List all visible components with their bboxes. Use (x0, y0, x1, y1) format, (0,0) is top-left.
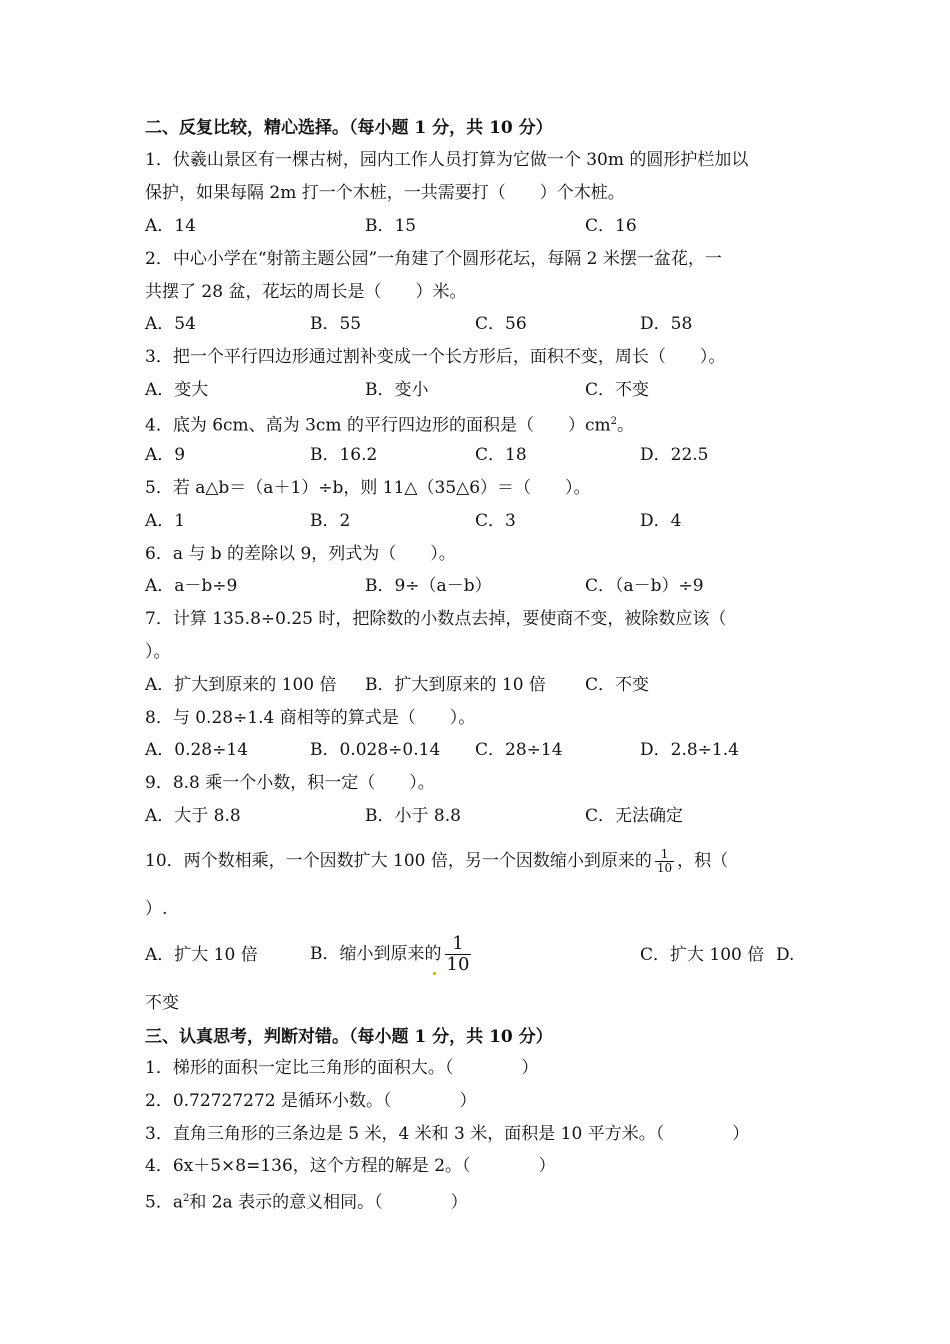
q10-line1 (145, 844, 728, 878)
s3-statement-5-b: 和 2a 表示的意义相同。（ ） (189, 1192, 468, 1213)
q4-superscript: 2 (610, 416, 617, 427)
s3-statement-4: 4．6x＋5×8=136，这个方程的解是 2。（ ） (145, 1156, 556, 1176)
q8-option-c: C．28÷14 (475, 740, 563, 760)
q4-tail: 。 (616, 415, 634, 436)
q6-option-b: B．9÷（a－b） (365, 576, 492, 596)
q5-option-d: D．4 (640, 511, 682, 531)
q2-option-a: A．54 (145, 314, 196, 334)
q10-option-c: C．扩大 100 倍 (640, 945, 765, 965)
q10-option-b-fraction (445, 934, 472, 975)
q3-option-b: B．变小 (365, 380, 429, 400)
s3-statement-5-superscript: 2 (182, 1193, 190, 1204)
q9-line1: 9．8.8 乘一个小数，积一定（ ）。 (145, 773, 435, 793)
q4-option-a: A．9 (145, 445, 186, 465)
q5-option-b: B．2 (310, 511, 351, 531)
q7-option-c: C．不变 (585, 675, 650, 695)
q1-option-c: C．16 (585, 216, 637, 236)
q6-option-a: A．a－b÷9 (145, 576, 238, 596)
q10-text-tail: ，积（ (677, 851, 729, 871)
q10-option-d-continued: 不变 (145, 993, 179, 1013)
q8-option-d: D．2.8÷1.4 (640, 740, 739, 760)
q9-option-a: A．大于 8.8 (145, 806, 241, 826)
q6-option-c: C．（a－b）÷9 (585, 576, 704, 596)
s3-statement-2: 2．0.72727272 是循环小数。（ ） (145, 1091, 477, 1111)
q4-option-c: C．18 (475, 445, 527, 465)
q7-line1: 7．计算 135.8÷0.25 时，把除数的小数点去掉，要使商不变，被除数应该（ (145, 609, 727, 629)
q8-option-a: A．0.28÷14 (145, 740, 249, 760)
q10-option-b-numerator: 1 (445, 934, 472, 955)
q2-option-c: C．56 (475, 314, 527, 334)
q10-option-a: A．扩大 10 倍 (145, 945, 258, 965)
q10-fraction-denominator: 10 (656, 861, 673, 875)
q8-line1: 8．与 0.28÷1.4 商相等的算式是（ ）。 (145, 708, 476, 728)
q8-option-b: B．0.028÷0.14 (310, 740, 441, 760)
q5-option-a: A．1 (145, 511, 186, 531)
q10-text: 10．两个数相乘，一个因数扩大 100 倍，另一个因数缩小到原来的 (145, 851, 652, 871)
q1-option-a: A．14 (145, 216, 196, 236)
q10-fraction-numerator: 1 (655, 848, 674, 862)
q1-line2: 保护，如果每隔 2m 打一个木桩，一共需要打（ ）个木桩。 (145, 183, 625, 203)
q10-option-d: D. (776, 945, 795, 965)
q9-option-c: C．无法确定 (585, 806, 684, 826)
q9-option-b: B．小于 8.8 (365, 806, 461, 826)
q7-option-b: B．扩大到原来的 10 倍 (365, 675, 546, 695)
q2-line2: 共摆了 28 盆，花坛的周长是（ ）米。 (145, 282, 467, 302)
q3-option-a: A．变大 (145, 380, 209, 400)
section-2-title: 二、反复比较，精心选择。（每小题 1 分，共 10 分） (145, 118, 553, 138)
q5-option-c: C．3 (475, 511, 516, 531)
q1-option-b: B．15 (365, 216, 417, 236)
q4-option-b: B．16.2 (310, 445, 378, 465)
q7-line2: ）。 (145, 642, 171, 662)
q6-line1: 6．a 与 b 的差除以 9，列式为（ ）。 (145, 544, 456, 564)
s3-statement-5 (145, 1187, 468, 1215)
q1-line1: 1．伏羲山景区有一棵古树，园内工作人员打算为它做一个 30m 的圆形护栏加以 (145, 150, 749, 170)
q10-option-b-denominator: 10 (446, 954, 470, 975)
q3-line1: 3．把一个平行四边形通过割补变成一个长方形后，面积不变，周长（ ）。 (145, 347, 726, 367)
q2-option-d: D．58 (640, 314, 693, 334)
stray-dot (433, 972, 436, 975)
q5-line1: 5．若 a△b＝（a＋1）÷b，则 11△（35△6）＝（ ）。 (145, 478, 591, 498)
s3-statement-5-a: 5．a (145, 1192, 183, 1213)
q4-text: 4．底为 6cm、高为 3cm 的平行四边形的面积是（ ）cm (145, 415, 611, 436)
s3-statement-3: 3．直角三角形的三条边是 5 米，4 米和 3 米，面积是 10 平方米。（ ） (145, 1124, 750, 1144)
q3-option-c: C．不变 (585, 380, 650, 400)
s3-statement-1: 1．梯形的面积一定比三角形的面积大。（ ） (145, 1058, 539, 1078)
q10-line2: ）. (145, 899, 168, 919)
section-3-title: 三、认真思考，判断对错。（每小题 1 分，共 10 分） (145, 1027, 553, 1047)
q4-option-d: D．22.5 (640, 445, 709, 465)
q10-option-b-text: B．缩小到原来的 (310, 944, 442, 964)
q10-option-b (310, 928, 474, 980)
q2-line1: 2．中心小学在“射箭主题公园”一角建了个圆形花坛，每隔 2 米摆一盆花，一 (145, 249, 722, 269)
q2-option-b: B．55 (310, 314, 362, 334)
q4-line1 (145, 410, 634, 438)
q10-fraction (655, 848, 674, 875)
q7-option-a: A．扩大到原来的 100 倍 (145, 675, 337, 695)
